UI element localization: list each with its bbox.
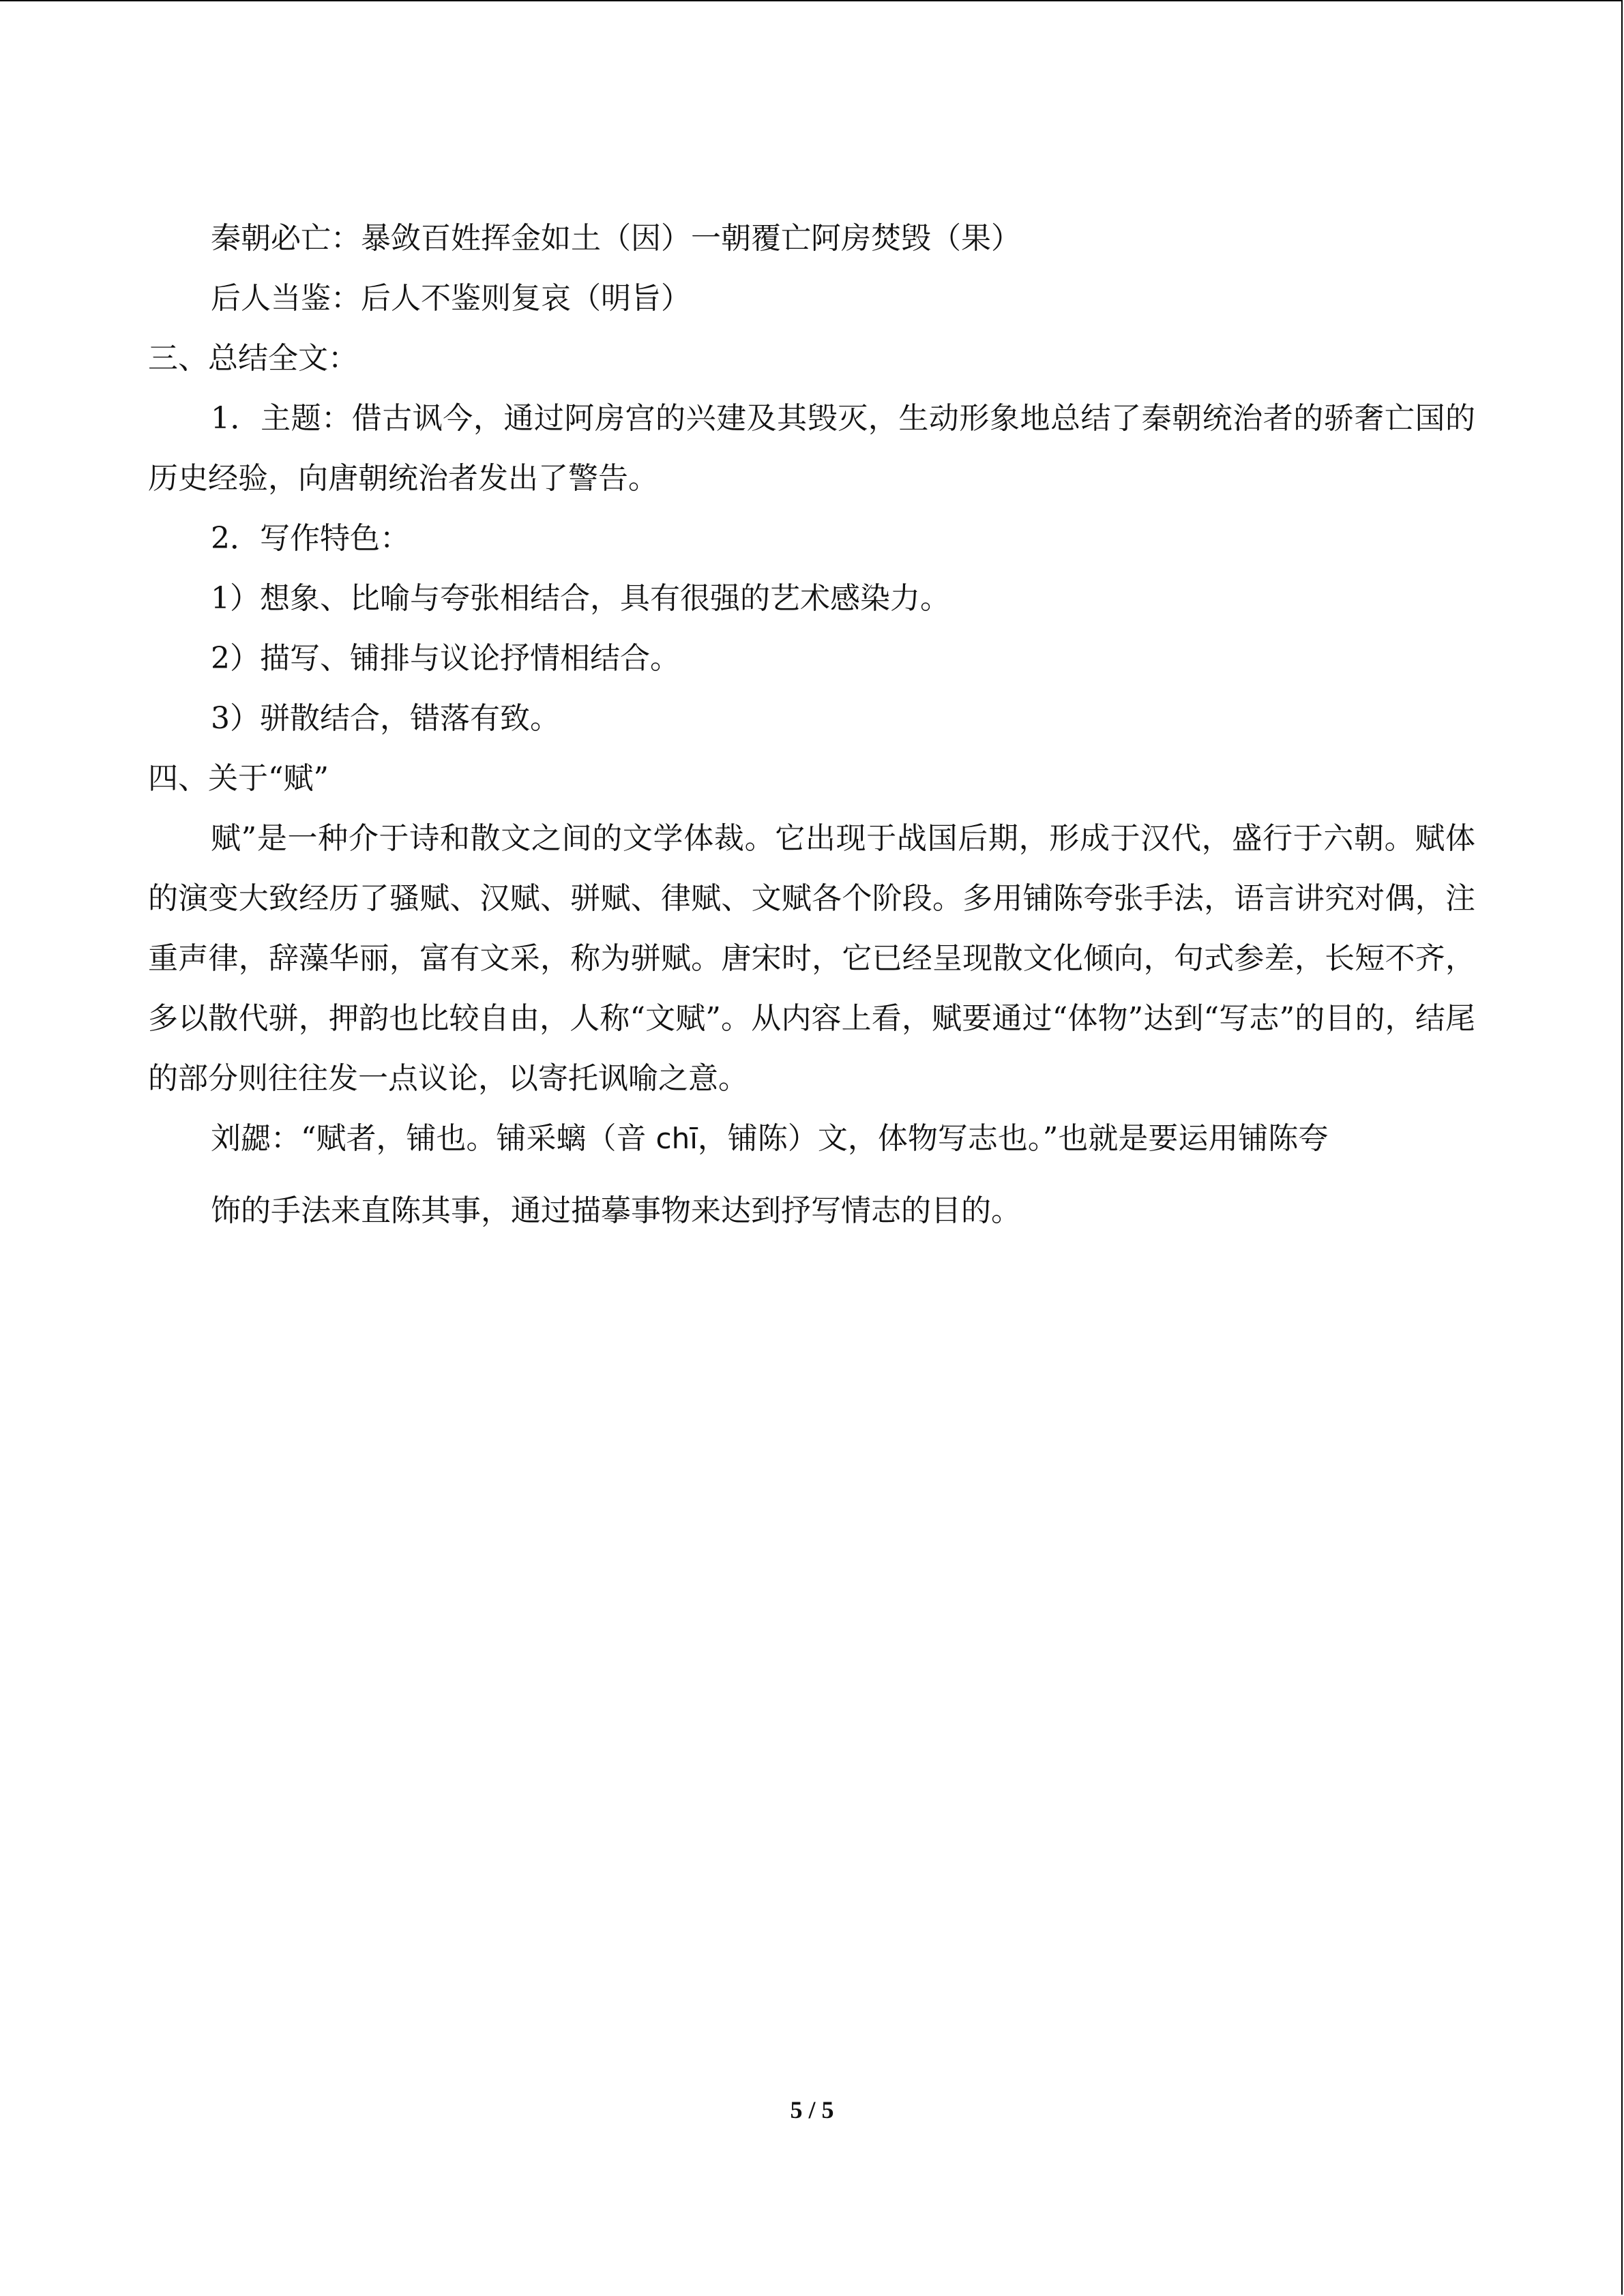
pinyin-chi: chī xyxy=(655,1122,698,1155)
paragraph-theme: 1．主题：借古讽今，通过阿房宫的兴建及其毁灭，生动形象地总结了秦朝统治者的骄奢亡国的历史经验，向唐朝统治者发出了警告。 xyxy=(148,401,1475,496)
paragraph-liu-xie-quote xyxy=(148,1109,1475,1241)
document-body xyxy=(148,209,1475,1241)
text-line-later-generations: 后人当鉴：后人不鉴则复哀（明旨） xyxy=(211,281,691,316)
text-line-writing-features: 2．写作特色： xyxy=(211,521,410,556)
list-item-feature-2: 2）描写、铺排与议论抒情相结合。 xyxy=(211,641,680,676)
list-item-feature-3: 3）骈散结合，错落有致。 xyxy=(211,701,560,736)
quote-text-part-2: ，铺陈）文，体物写志也。”也就是要运用铺陈夸 xyxy=(697,1121,1329,1156)
quote-text-part-3: 饰的手法来直陈其事，通过描摹事物来达到抒写情志的目的。 xyxy=(211,1193,1021,1228)
paragraph-fu-definition: 赋”是一种介于诗和散文之间的文学体裁。它出现于战国后期，形成于汉代，盛行于六朝。赋体的演变大致经历了骚赋、汉赋、骈赋、律赋、文赋各个阶段。多用铺陈夸张手法，语言讲究对偶，注重声律，辞藻华丽，富有文采，称为骈赋。唐宋时，它已经呈现散文化倾向，句式参差，长短不齐，多以散代骈，押韵也比较自由，人称“文赋”。从内容上看，赋要通过“体物”达到“写志”的目的，结尾的部分则往往发一点议论，以寄托讽喻之意。 xyxy=(148,821,1475,1096)
quote-text-part-1: 刘勰：“赋者，铺也。铺采螭（音 xyxy=(211,1121,656,1156)
text-line-qin-must-fall: 秦朝必亡：暴敛百姓挥金如土（因）一朝覆亡阿房焚毁（果） xyxy=(211,221,1021,256)
section-heading-about-fu: 四、关于“赋” xyxy=(148,761,329,796)
page-number: 5 / 5 xyxy=(790,2096,834,2123)
list-item-feature-1: 1）想象、比喻与夸张相结合，具有很强的艺术感染力。 xyxy=(211,581,950,616)
section-heading-summary: 三、总结全文： xyxy=(148,341,358,376)
